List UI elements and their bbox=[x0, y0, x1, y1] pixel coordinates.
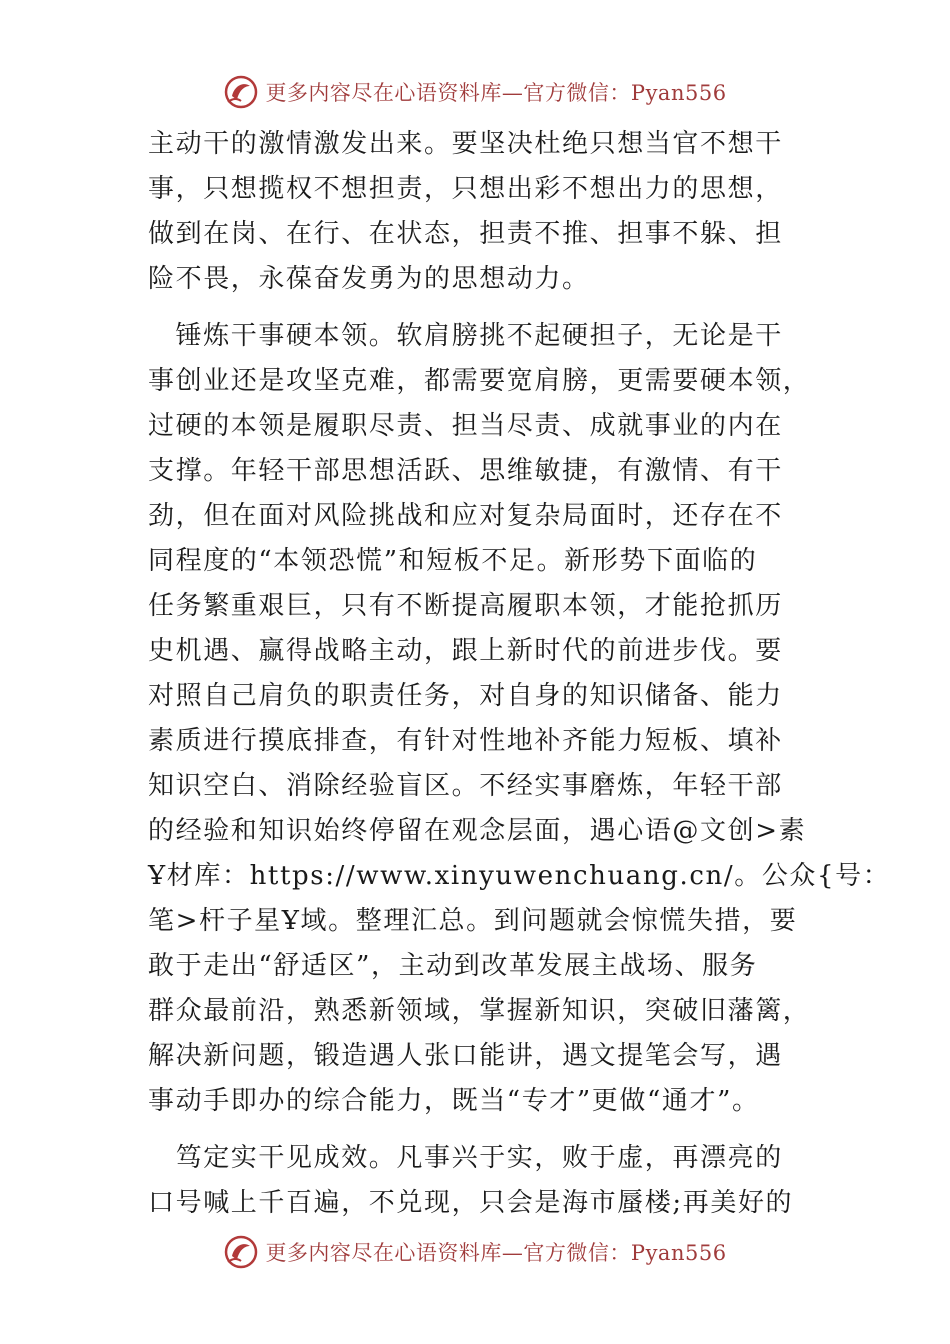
paragraph-gap bbox=[148, 1124, 838, 1136]
text-line: 群众最前沿，熟悉新领域，掌握新知识，突破旧藩篱， bbox=[148, 996, 811, 1026]
text-line: 敢于走出“舒适区”，主动到改革发展主战场、服务 bbox=[148, 951, 758, 981]
text-line: 笃定实干见成效。凡事兴于实，败于虚，再漂亮的 bbox=[148, 1143, 783, 1173]
header-banner bbox=[0, 72, 950, 112]
footer-banner bbox=[0, 1232, 950, 1272]
text-line: 事，只想揽权不想担责，只想出彩不想出力的思想， bbox=[148, 174, 783, 204]
text-line: 锤炼干事硬本领。软肩膀挑不起硬担子，无论是干 bbox=[148, 321, 783, 351]
logo-icon bbox=[223, 1234, 259, 1270]
text-line: 过硬的本领是履职尽责、担当尽责、成就事业的内在 bbox=[148, 411, 783, 441]
header-banner-text: 更多内容尽在心语资料库—官方微信：Pyan556 bbox=[265, 81, 727, 105]
text-line: 的经验和知识始终停留在观念层面，遇心语@文创>素 bbox=[148, 816, 807, 846]
text-line: 劲，但在面对风险挑战和应对复杂局面时，还存在不 bbox=[148, 501, 783, 531]
document-body bbox=[148, 122, 891, 1226]
logo-icon bbox=[223, 74, 259, 110]
text-line: 知识空白、消除经验盲区。不经实事磨炼，年轻干部 bbox=[148, 771, 783, 801]
paragraph bbox=[148, 314, 891, 1124]
text-line: 事动手即办的综合能力，既当“专才”更做“通才”。 bbox=[148, 1086, 760, 1116]
text-line: 笔>杆子星Ұ域。整理汇总。到问题就会惊慌失措，要 bbox=[148, 906, 798, 936]
paragraph bbox=[148, 1136, 838, 1226]
text-line: 主动干的激情激发出来。要坚决杜绝只想当官不想干 bbox=[148, 129, 783, 159]
text-line: 对照自己肩负的职责任务，对自身的知识储备、能力 bbox=[148, 681, 783, 711]
text-line: 素质进行摸底排查，有针对性地补齐能力短板、填补 bbox=[148, 726, 783, 756]
text-line: 做到在岗、在行、在状态，担责不推、担事不躲、担 bbox=[148, 219, 783, 249]
text-line: 险不畏，永葆奋发勇为的思想动力。 bbox=[148, 264, 590, 294]
text-line: 任务繁重艰巨，只有不断提高履职本领，才能抢抓历 bbox=[148, 591, 783, 621]
text-line: 史机遇、赢得战略主动，跟上新时代的前进步伐。要 bbox=[148, 636, 783, 666]
text-line: 同程度的“本领恐慌”和短板不足。新形势下面临的 bbox=[148, 546, 758, 576]
text-line: 事创业还是攻坚克难，都需要宽肩膀，更需要硬本领， bbox=[148, 366, 811, 396]
text-line: 支撑。年轻干部思想活跃、思维敏捷，有激情、有干 bbox=[148, 456, 783, 486]
text-line: 口号喊上千百遍，不兑现，只会是海市蜃楼;再美好的 bbox=[148, 1188, 794, 1218]
paragraph bbox=[148, 122, 838, 302]
text-line: Ұ材库：https://www.xinyuwenchuang.cn/。公众{号： bbox=[148, 861, 891, 891]
paragraph-gap bbox=[148, 302, 838, 314]
text-line: 解决新问题，锻造遇人张口能讲，遇文提笔会写，遇 bbox=[148, 1041, 783, 1071]
footer-banner-text: 更多内容尽在心语资料库—官方微信：Pyan556 bbox=[265, 1241, 727, 1265]
